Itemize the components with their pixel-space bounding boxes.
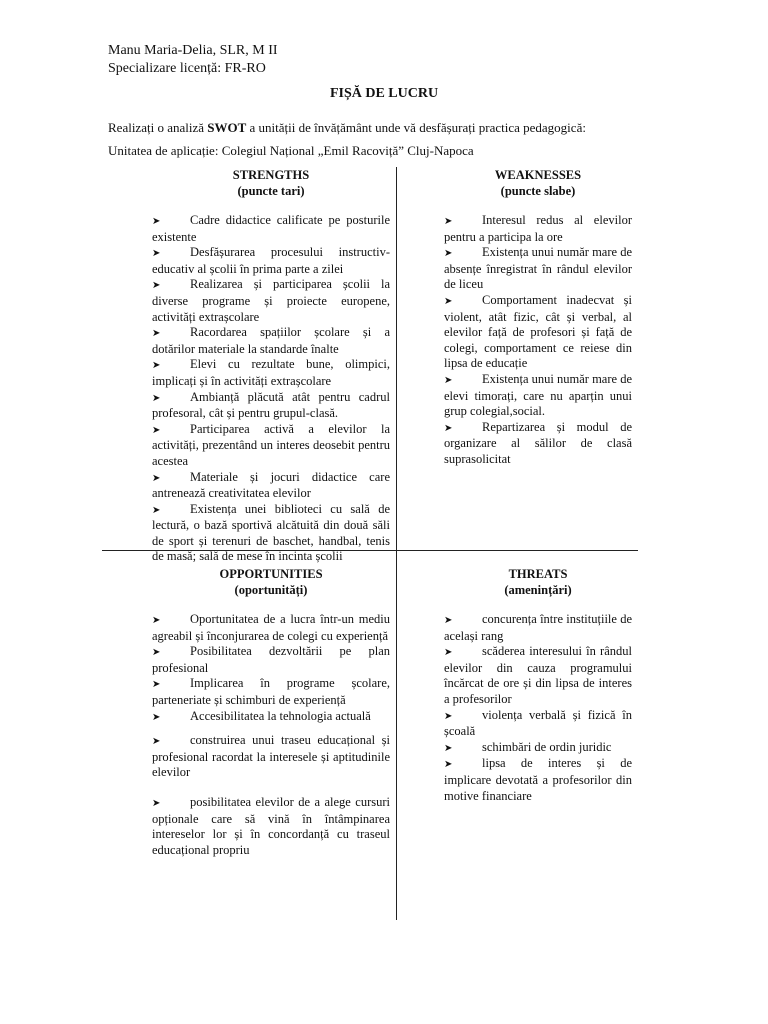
divider-vertical-top — [396, 167, 397, 551]
arrow-bullet-icon: ➤ — [152, 424, 161, 436]
arrow-bullet-icon: ➤ — [152, 392, 161, 404]
list-item: ➤ Interesul redus al elevilor pentru a participa la ore — [444, 213, 632, 244]
list-item: ➤ concurența între instituțiile de același rang — [444, 612, 632, 643]
arrow-bullet-icon: ➤ — [444, 295, 453, 307]
strengths-subtitle: (puncte tari) — [237, 184, 305, 198]
list-item: ➤ Participarea activă a elevilor la activități, prezentând un interes deosebit pentru acestea — [152, 421, 390, 468]
divider-vertical-bottom — [396, 551, 397, 920]
list-item: ➤ construirea unui traseu educațional și profesional racordat la interesele și aptitudinile elevilor — [152, 733, 390, 780]
list-item: ➤ Desfășurarea procesului instructiv-educativ al școlii în prima parte a zilei — [152, 245, 390, 276]
arrow-bullet-icon: ➤ — [444, 710, 453, 722]
opportunities-list — [152, 612, 390, 858]
arrow-bullet-icon: ➤ — [152, 472, 161, 484]
arrow-bullet-icon: ➤ — [444, 647, 453, 659]
list-item: ➤ Accesibilitatea la tehnologia actuală — [152, 709, 390, 726]
instruction-swot: SWOT — [207, 120, 247, 135]
list-item: ➤ Implicarea în programe școlare, parteneriate și schimburi de experiență — [152, 676, 390, 707]
document-title: FIȘĂ DE LUCRU — [329, 86, 439, 101]
specialization: Specializare licență: FR-RO — [108, 61, 266, 76]
list-item: ➤ Comportament inadecvat și violent, atât fizic, cât și verbal, al elevilor față de profesori și față de colegi, comportament ce reiese din lipsa de educație — [444, 292, 632, 371]
threats-subtitle: (amenințări) — [504, 583, 572, 597]
threats-title: THREATS — [508, 567, 568, 581]
instruction-text — [108, 120, 586, 136]
quadrant-opportunities — [152, 566, 390, 858]
strengths-title: STRENGTHS — [232, 168, 310, 182]
list-item: ➤ Posibilitatea dezvoltării pe plan profesional — [152, 644, 390, 675]
list-item: ➤ Racordarea spațiilor școlare și a dotărilor materiale la standarde înalte — [152, 325, 390, 356]
opportunities-subtitle: (oportunități) — [234, 583, 308, 597]
arrow-bullet-icon: ➤ — [444, 248, 453, 260]
arrow-bullet-icon: ➤ — [444, 759, 453, 771]
arrow-bullet-icon: ➤ — [444, 742, 453, 754]
list-item: ➤ Realizarea și participarea școlii la diverse programe și proiecte europene, activități extrașcolare — [152, 277, 390, 324]
application-unit: Unitatea de aplicație: Colegiul Național „Emil Racoviță” Cluj-Napoca — [108, 143, 474, 158]
arrow-bullet-icon: ➤ — [152, 280, 161, 292]
list-item: ➤ violența verbală și fizică în școală — [444, 707, 632, 739]
arrow-bullet-icon: ➤ — [444, 615, 453, 626]
list-item: ➤ Existența unui număr mare de absențe înregistrat în rândul elevilor de liceu — [444, 245, 632, 292]
list-item: ➤ Materiale și jocuri didactice care antrenează creativitatea elevilor — [152, 469, 390, 501]
instruction-after: a unității de învățământ unde vă desfășurați practica pedagogică: — [246, 120, 586, 135]
arrow-bullet-icon: ➤ — [152, 647, 161, 659]
arrow-bullet-icon: ➤ — [152, 360, 161, 372]
list-item: ➤ Ambianță plăcută atât pentru cadrul profesoral, cât și pentru grupul-clasă. — [152, 389, 390, 421]
instruction-before: Realizați o analiză — [108, 120, 208, 135]
arrow-bullet-icon: ➤ — [444, 374, 453, 386]
author-name: Manu Maria-Delia, SLR, M II — [108, 43, 278, 58]
list-item: ➤ Existența unei biblioteci cu sală de lectură, o bază sportivă alcătuită din două săli de sport și terenuri de baschet, handbal, tenis de masă; sală de mese în incinta școlii — [152, 501, 390, 564]
threats-list — [444, 612, 632, 804]
arrow-bullet-icon: ➤ — [152, 736, 161, 748]
weaknesses-subtitle: (puncte slabe) — [500, 184, 576, 198]
list-item: ➤ posibilitatea elevilor de a alege cursuri opționale care să vină în întâmpinarea intereselor lor și în concordanță cu traseul educațional propriu — [152, 794, 390, 857]
arrow-bullet-icon: ➤ — [152, 615, 161, 626]
arrow-bullet-icon: ➤ — [444, 216, 453, 227]
opportunities-title: OPPORTUNITIES — [219, 567, 323, 581]
list-item: ➤ lipsa de interes și de implicare devotată a profesorilor din motive financiare — [444, 756, 632, 803]
quadrant-threats — [444, 566, 632, 804]
arrow-bullet-icon: ➤ — [152, 679, 161, 691]
list-item: ➤ scăderea interesului în rândul elevilor din cauza programului încărcat de ore și din lipsa de interes a profesorilor — [444, 644, 632, 706]
author-block — [108, 42, 278, 78]
quadrant-weaknesses — [444, 167, 632, 468]
arrow-bullet-icon: ➤ — [152, 328, 161, 340]
weaknesses-list — [444, 213, 632, 468]
arrow-bullet-icon: ➤ — [152, 216, 161, 227]
arrow-bullet-icon: ➤ — [152, 797, 161, 809]
list-item: ➤ Cadre didactice calificate pe posturile existente — [152, 213, 390, 244]
arrow-bullet-icon: ➤ — [152, 504, 161, 516]
list-item: ➤ Elevi cu rezultate bune, olimpici, implicați și în activități extrașcolare — [152, 357, 390, 388]
quadrant-strengths — [152, 167, 390, 565]
list-item: ➤ Oportunitatea de a lucra într-un mediu agreabil și înconjurarea de colegi cu experiență — [152, 612, 390, 643]
arrow-bullet-icon: ➤ — [152, 711, 161, 723]
weaknesses-title: WEAKNESSES — [494, 168, 582, 182]
list-item: ➤ Repartizarea și modul de organizare al sălilor de clasă suprasolicitat — [444, 419, 632, 466]
list-item: ➤ Existența unui număr mare de elevi timorați, care nu aparțin unui grup colegial,social. — [444, 371, 632, 419]
arrow-bullet-icon: ➤ — [152, 248, 161, 260]
arrow-bullet-icon: ➤ — [444, 422, 453, 434]
list-item: ➤ schimbări de ordin juridic — [444, 740, 632, 757]
strengths-list — [152, 213, 390, 565]
